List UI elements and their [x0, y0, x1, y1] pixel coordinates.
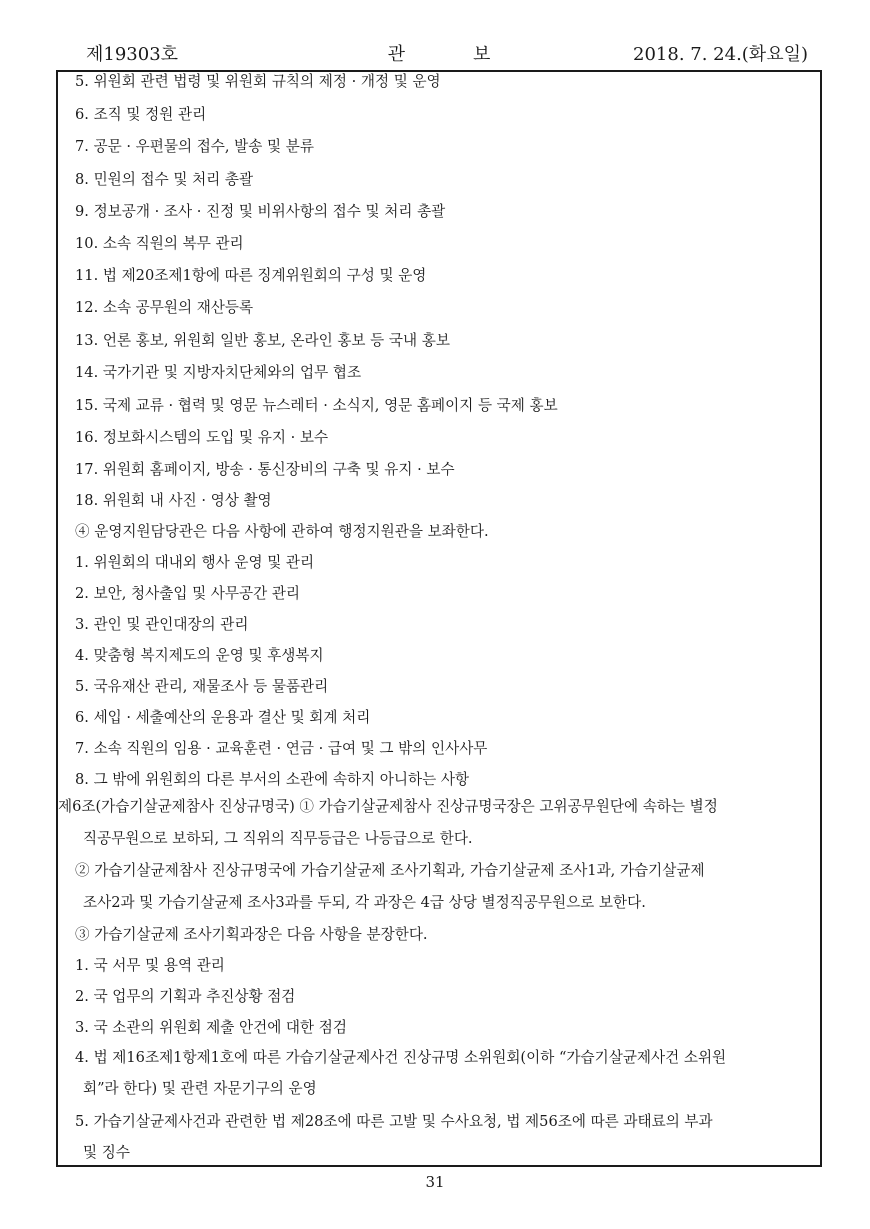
text-line: 4. 법 제16조제1항제1호에 따른 가습기살균제사건 진상규명 소위원회(이하 “가습기살균제사건 소위원 [75, 1049, 727, 1066]
text-line: 3. 국 소관의 위원회 제출 안건에 대한 점검 [75, 1019, 347, 1036]
text-line: 4. 맞춤형 복지제도의 운영 및 후생복지 [75, 647, 324, 664]
article-heading: 제6조(가습기살균제참사 진상규명국) ① 가습기살균제참사 진상규명국장은 고위공무원단에 속하는 별정 [58, 798, 718, 815]
text-line: 15. 국제 교류 · 협력 및 영문 뉴스레터 · 소식지, 영문 홈페이지 등 국제 홍보 [75, 397, 558, 414]
text-line: 8. 민원의 접수 및 처리 총괄 [75, 171, 254, 188]
text-line: 1. 국 서무 및 용역 관리 [75, 957, 225, 974]
text-line: 13. 언론 홍보, 위원회 일반 홍보, 온라인 홍보 등 국내 홍보 [75, 332, 450, 349]
text-line: 14. 국가기관 및 지방자치단체와의 업무 협조 [75, 364, 362, 381]
text-line: 2. 보안, 청사출입 및 사무공간 관리 [75, 585, 301, 602]
page-number: 31 [425, 1173, 445, 1191]
text-line: 11. 법 제20조제1항에 따른 징계위원회의 구성 및 운영 [75, 267, 427, 284]
issue-number: 제19303호 [86, 44, 179, 65]
text-line: 직공무원으로 보하되, 그 직위의 직무등급은 나등급으로 한다. [83, 830, 473, 847]
gazette-title: 관보 [387, 44, 559, 65]
text-line: 7. 소속 직원의 임용 · 교육훈련 · 연금 · 급여 및 그 밖의 인사사무 [75, 740, 488, 757]
text-line: 7. 공문 · 우편물의 접수, 발송 및 분류 [75, 138, 314, 155]
text-line: 16. 정보화시스템의 도입 및 유지 · 보수 [75, 429, 329, 446]
text-line: 12. 소속 공무원의 재산등록 [75, 299, 254, 316]
text-line: 회”라 한다) 및 관련 자문기구의 운영 [83, 1080, 317, 1097]
text-line: 18. 위원회 내 사진 · 영상 촬영 [75, 492, 272, 509]
text-line: 5. 가습기살균제사건과 관련한 법 제28조에 따른 고발 및 수사요청, 법 제56조에 따른 과태료의 부과 [75, 1113, 713, 1130]
text-line: 8. 그 밖에 위원회의 다른 부서의 소관에 속하지 아니하는 사항 [75, 771, 470, 788]
text-line: ② 가습기살균제참사 진상규명국에 가습기살균제 조사기획과, 가습기살균제 조사1과, 가습기살균제 [75, 862, 705, 879]
text-line: 17. 위원회 홈페이지, 방송 · 통신장비의 구축 및 유지 · 보수 [75, 461, 455, 478]
text-line: 및 징수 [83, 1144, 130, 1161]
gazette-header [56, 40, 822, 70]
text-line: 9. 정보공개 · 조사 · 진정 및 비위사항의 접수 및 처리 총괄 [75, 203, 446, 220]
text-line: 2. 국 업무의 기획과 추진상황 점검 [75, 988, 296, 1005]
text-line: ④ 운영지원담당관은 다음 사항에 관하여 행정지원관을 보좌한다. [75, 523, 489, 540]
text-line: 1. 위원회의 대내외 행사 운영 및 관리 [75, 554, 315, 571]
text-line: 5. 위원회 관련 법령 및 위원회 규칙의 제정 · 개정 및 운영 [75, 73, 441, 90]
text-line: ③ 가습기살균제 조사기획과장은 다음 사항을 분장한다. [75, 926, 428, 943]
text-line: 6. 조직 및 정원 관리 [75, 106, 207, 123]
text-line: 조사2과 및 가습기살균제 조사3과를 두되, 각 과장은 4급 상당 별정직공무원으로 보한다. [83, 894, 646, 911]
text-line: 6. 세입 · 세출예산의 운용과 결산 및 회계 처리 [75, 709, 371, 726]
text-line: 10. 소속 직원의 복무 관리 [75, 235, 244, 252]
text-line: 3. 관인 및 관인대장의 관리 [75, 616, 249, 633]
issue-date: 2018. 7. 24.(화요일) [633, 44, 808, 65]
text-line: 5. 국유재산 관리, 재물조사 등 물품관리 [75, 678, 329, 695]
